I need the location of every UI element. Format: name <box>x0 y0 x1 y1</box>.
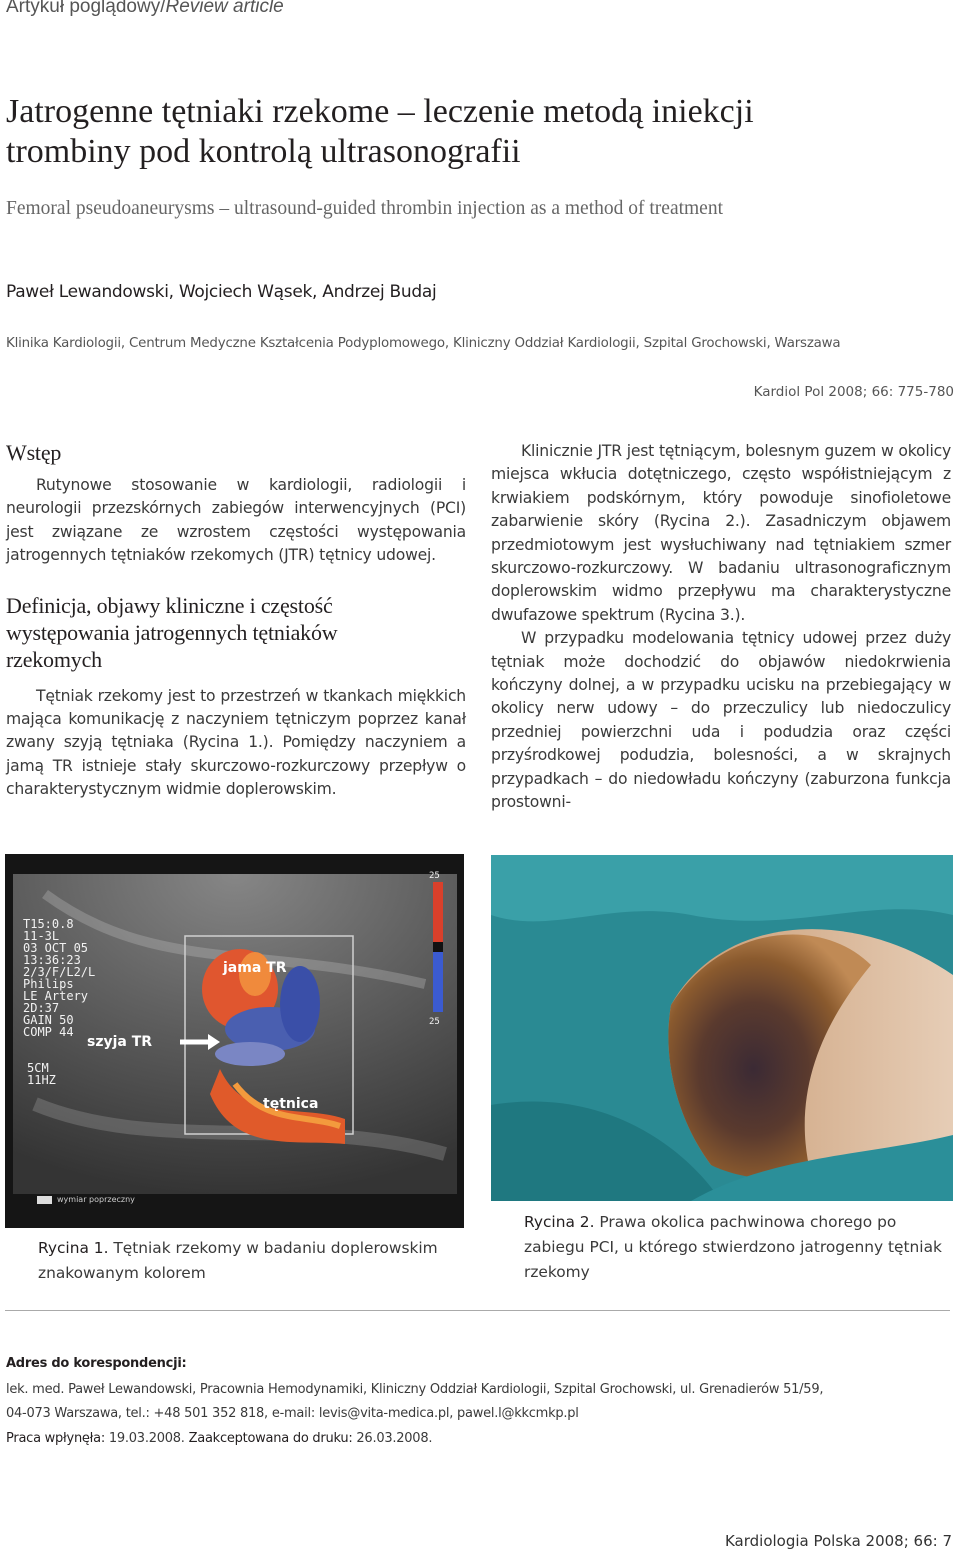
right-column <box>491 440 951 815</box>
correspondence-divider <box>5 1310 950 1311</box>
section-label-en: Review article <box>165 0 284 17</box>
definition-paragraph: Tętniak rzekomy jest to przestrzeń w tkankach miękkich mająca komunikację z naczyniem tętniczym poprzez kanał zwany szyją tętniaka (Rycina 1.). Pomiędzy naczyniem a jamą TR istnieje stały skurczowo-rozkurczowy przepływ o charakterystycznym widmie doplerowskim. <box>6 686 466 799</box>
article-title-line-1: Jatrogenne tętniaki rzekome – leczenie metodą iniekcji <box>6 93 754 130</box>
correspondence-address: lek. med. Paweł Lewandowski, Pracownia Hemodynamiki, Kliniczny Oddział Kardiologii, Szpital Grochowski, ul. Grenadierów 51/59, <box>6 1382 824 1397</box>
us-readout-line: Philips <box>23 977 74 991</box>
us-readout-line: T15:0.8 <box>23 917 74 931</box>
intro-paragraph: Rutynowe stosowanie w kardiologii, radiologii i neurologii przezskórnych zabiegów interwencyjnych (PCI) jest związane ze wzrostem częstości występowania jatrogennych tętniaków rzekomych (JTR) tętnicy udowej. <box>6 476 466 565</box>
affiliation: Klinika Kardiologii, Centrum Medyczne Kształcenia Podyplomowego, Kliniczny Oddział Kardiologii, Szpital Grochowski, Warszawa <box>6 336 841 351</box>
heading-definition-line-1: Definicja, objawy kliniczne i częstość <box>6 592 333 618</box>
clinical-paragraph: Klinicznie JTR jest tętniącym, bolesnym guzem w okolicy miejsca wkłucia dotętniczego, często współistniejącym z krwiakiem podskórnym, który powoduje sinofioletowe zabarwienie skóry (Rycina 2.). Zasadniczym objawem przedmiotowym jest wysłuchiwany nad tętniakiem szmer skurczowo-rozkurczowy. W badaniu ultrasonograficznym doplerowskim widmo przepływu ma charakterystyczne dwufazowe spektrum (Rycina 3.). <box>491 442 951 624</box>
correspondence-contact: 04-073 Warszawa, tel.: +48 501 352 818, e-mail: levis@vita-medica.pl, pawel.l@kkcmkp.pl <box>6 1406 579 1421</box>
page-footer: Kardiologia Polska 2008; 66: 7 <box>724 1532 952 1550</box>
figure-2-caption <box>524 1210 944 1285</box>
us-readout-line: 13:36:23 <box>23 953 81 967</box>
submission-dates <box>6 1431 432 1446</box>
received-date: 19.03.2008. <box>108 1431 185 1446</box>
us-readout-line: LE Artery <box>23 989 89 1003</box>
citation: Kardiol Pol 2008; 66: 775-780 <box>753 384 954 400</box>
received-label: Praca wpłynęła: <box>6 1431 105 1446</box>
article-title-line-2: trombiny pod kontrolą ultrasonografii <box>6 133 521 170</box>
doppler-ultrasound-graphic <box>5 854 464 1228</box>
left-column <box>6 440 466 802</box>
label-jama-tr: jama TR <box>223 960 287 976</box>
us-depth-line: 11HZ <box>27 1073 56 1087</box>
color-scale-bottom: 25 <box>429 1017 440 1027</box>
figure-2-caption-label: Rycina 2. <box>524 1213 595 1231</box>
us-readout-line: 2D:37 <box>23 1001 60 1015</box>
doppler-bottom-text: wymiar poprzeczny <box>57 1195 135 1204</box>
section-label <box>6 0 284 18</box>
complications-paragraph: W przypadku modelowania tętnicy udowej przez duży tętniak może dochodzić do objawów niedokrwienia kończyny dolnej, a w przypadku ucisku na przebiegający w okolicy nerw udowy – do przeczulicy lub niedoczulicy przedniej powierzchni uda i podudzia oraz części przyśrodkowej podudzia, bolesności, a w skrajnych przypadkach – do niedowładu kończyny (zaburzona funkcja prostowni- <box>491 629 951 812</box>
us-readout-line: COMP 44 <box>23 1025 74 1039</box>
us-readout-line: GAIN 50 <box>23 1013 74 1027</box>
label-tetnica: tętnica <box>263 1096 319 1112</box>
groin-hematoma-graphic <box>491 855 953 1201</box>
figure-1-caption <box>38 1236 458 1286</box>
heading-definition-line-2: występowania jatrogennych tętniaków <box>6 619 338 645</box>
article-title <box>6 92 946 172</box>
us-readout-line: 03 OCT 05 <box>23 941 89 955</box>
accepted-date: 26.03.2008. <box>356 1431 433 1446</box>
author-list: Paweł Lewandowski, Wojciech Wąsek, Andrzej Budaj <box>6 282 437 302</box>
figure-1-caption-label: Rycina 1. <box>38 1239 109 1257</box>
figure-1-doppler-image <box>5 854 464 1228</box>
figure-2-groin-photo <box>491 855 953 1201</box>
section-label-pl: Artykuł poglądowy/ <box>6 0 166 17</box>
figure-2-caption-text: Prawa okolica pachwinowa chorego po zabiegu PCI, u którego stwierdzono jatrogenny tętniak rzekomy <box>524 1213 942 1281</box>
label-szyja-tr: szyja TR <box>87 1034 153 1050</box>
us-readout-line: 11-3L <box>23 929 60 943</box>
us-readout-line: 2/3/F/L2/L <box>23 965 96 979</box>
us-depth-line: 5CM <box>27 1061 49 1075</box>
heading-definition <box>6 592 466 673</box>
accepted-label: Zaakceptowana do druku: <box>188 1431 353 1446</box>
color-scale-top: 25 <box>429 871 440 881</box>
figure-1-caption-text: Tętniak rzekomy w badaniu doplerowskim znakowanym kolorem <box>38 1239 438 1282</box>
correspondence-heading: Adres do korespondencji: <box>6 1356 187 1371</box>
heading-definition-line-3: rzekomych <box>6 646 102 672</box>
heading-introduction: Wstęp <box>6 440 62 465</box>
article-subtitle: Femoral pseudoaneurysms – ultrasound-guided thrombin injection as a method of treatment <box>6 198 724 219</box>
